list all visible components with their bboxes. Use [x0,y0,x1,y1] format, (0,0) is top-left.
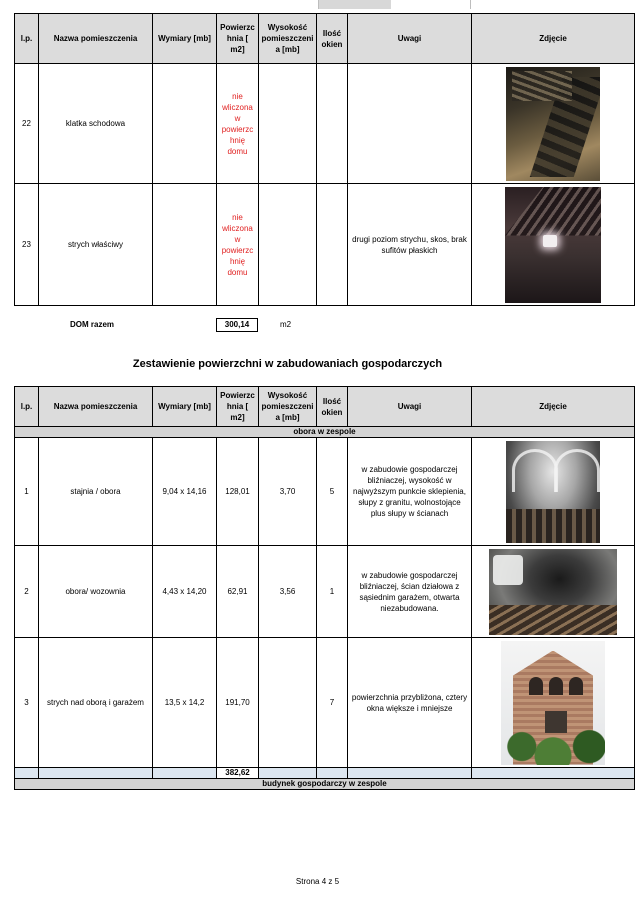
group-label: budynek gospodarczy w zespole [15,779,635,790]
cell-lp: 1 [15,438,39,546]
header-photo: Zdjęcie [472,387,635,427]
cell-lp: 22 [15,64,39,184]
cell-name: stajnia / obora [39,438,153,546]
cell-height [259,184,317,306]
rooms-table-house [14,13,635,306]
cell-notes: powierzchnia przybliżona, cztery okna większe i mniejsze [348,638,472,768]
header-area: Powierzc hnia [ m2] [217,387,259,427]
dom-total-value: 300,14 [216,318,258,332]
dom-total-unit: m2 [280,320,292,329]
group-row [15,779,635,790]
header-height: Wysokość pomieszczeni a [mb] [259,387,317,427]
cell-area: 191,70 [217,638,259,768]
cell-notes: drugi poziom strychu, skos, brak sufitów płaskich [348,184,472,306]
cell-height [259,638,317,768]
cell-name: klatka schodowa [39,64,153,184]
table-row [15,546,635,638]
cell-height: 3,70 [259,438,317,546]
cell-dims [153,64,217,184]
header-height: Wysokość pomieszczeni a [mb] [259,14,317,64]
table-row [15,64,635,184]
cell-photo [472,64,635,184]
rooms-table-farm [14,386,635,790]
cell-windows [317,184,348,306]
cell-notes [348,64,472,184]
cell-area: 128,01 [217,438,259,546]
header-windows: Ilość okien [317,14,348,64]
barn-facade-photo [501,641,605,765]
carriage-house-photo [489,549,617,635]
header-notes: Uwagi [348,14,472,64]
sum-row [15,768,635,779]
cell-lp: 23 [15,184,39,306]
table-header-row [15,14,635,64]
cell-photo [472,546,635,638]
header-windows: Ilość okien [317,387,348,427]
cell-dims [153,184,217,306]
header-notes: Uwagi [348,387,472,427]
cell-notes: w zabudowie gospodarczej bliźniaczej, wysokość w najwyższym punkcie sklepienia, słupy z granitu, wolnostojące plus słupy w ścianach [348,438,472,546]
cell-dims: 4,43 x 14,20 [153,546,217,638]
section-title: Zestawienie powierzchni w zabudowaniach gospodarczych [132,358,443,370]
top-strip [0,0,635,9]
cell-windows: 5 [317,438,348,546]
cell-height: 3,56 [259,546,317,638]
cell-area: nie wliczona w powierzc hnię domu [217,64,259,184]
table-row [15,438,635,546]
top-strip-segment [470,0,635,9]
dom-total-label: DOM razem [70,320,115,329]
cell-windows [317,64,348,184]
header-lp: l.p. [15,14,39,64]
group-row [15,427,635,438]
cell-name: strych nad oborą i garażem [39,638,153,768]
cell-photo [472,184,635,306]
area-sum: 382,62 [217,768,259,779]
cell-height [259,64,317,184]
cell-name: obora/ wozownia [39,546,153,638]
cell-name: strych właściwy [39,184,153,306]
cell-lp: 3 [15,638,39,768]
table-header-row [15,387,635,427]
cell-windows: 1 [317,546,348,638]
cell-dims: 13,5 x 14,2 [153,638,217,768]
header-area: Powierzc hnia [ m2] [217,14,259,64]
stairwell-photo [506,67,600,181]
cell-area: nie wliczona w powierzc hnię domu [217,184,259,306]
header-name: Nazwa pomieszczenia [39,387,153,427]
cell-windows: 7 [317,638,348,768]
vaulted-stable-photo [506,441,600,543]
table-row [15,184,635,306]
top-strip-segment [318,0,391,9]
header-dims: Wymiary [mb] [153,387,217,427]
attic-photo [505,187,601,303]
group-label: obora w zespole [15,427,635,438]
header-photo: Zdjęcie [472,14,635,64]
cell-area: 62,91 [217,546,259,638]
cell-dims: 9,04 x 14,16 [153,438,217,546]
header-lp: l.p. [15,387,39,427]
cell-notes: w zabudowie gospodarczej bliźniaczej, ścian działowa z sąsiednim garażem, otwarta niezabudowana. [348,546,472,638]
cell-photo [472,638,635,768]
cell-photo [472,438,635,546]
cell-lp: 2 [15,546,39,638]
page-footer: Strona 4 z 5 [295,877,340,886]
header-name: Nazwa pomieszczenia [39,14,153,64]
table-row [15,638,635,768]
header-dims: Wymiary [mb] [153,14,217,64]
